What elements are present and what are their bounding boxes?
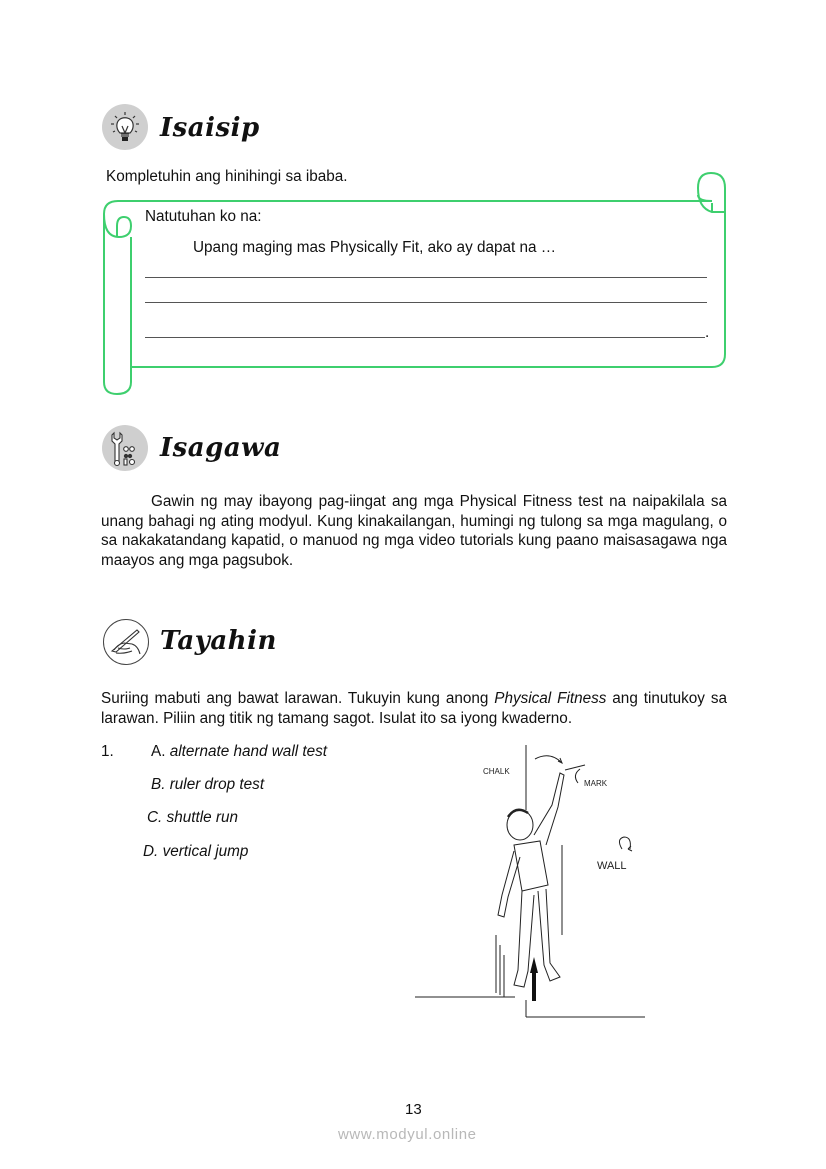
choice-letter: A. (151, 743, 166, 760)
page-number: 13 (405, 1101, 422, 1118)
choice-text: ruler drop test (169, 776, 265, 793)
isagawa-paragraph (101, 492, 727, 570)
label-wall: WALL (597, 860, 627, 872)
vertical-jump-illustration (410, 745, 660, 1035)
choice-letter: C. (147, 809, 163, 826)
scroll-heading: Natutuhan ko na: (145, 208, 262, 225)
choice-b[interactable] (151, 775, 264, 795)
label-mark: MARK (584, 779, 608, 788)
section-title-tayahin: Tayahin (160, 626, 277, 656)
answer-line-2[interactable] (145, 302, 707, 303)
section-title-isaisip: Isaisip (160, 113, 260, 143)
answer-end-mark: . (705, 324, 710, 341)
watermark: www.modyul.online (338, 1126, 477, 1143)
choice-text: vertical jump (162, 843, 249, 860)
answer-line-1[interactable] (145, 277, 707, 278)
choice-text: shuttle run (166, 809, 238, 826)
choice-d[interactable] (143, 842, 248, 862)
scroll-frame (0, 0, 826, 420)
choice-a[interactable] (151, 742, 327, 762)
tayahin-instruction (101, 689, 727, 728)
answer-line-3[interactable] (145, 337, 705, 338)
choice-letter: B. (151, 776, 166, 793)
wrench-tools-icon (102, 425, 148, 471)
instruction-text-part2: ang tinutukoy sa larawan. Piliin ang titik ng tamang sagot. Isulat ito sa iyong kwaderno. (101, 690, 727, 727)
section-title-isagawa: Isagawa (160, 433, 282, 463)
label-chalk: CHALK (483, 767, 510, 776)
choice-text: alternate hand wall test (169, 743, 328, 760)
writing-hand-icon (103, 619, 149, 665)
choice-c[interactable] (147, 808, 238, 828)
scroll-prompt: Upang maging mas Physically Fit, ako ay dapat na … (193, 239, 557, 256)
isagawa-paragraph-text: Gawin ng may ibayong pag-iingat ang mga Physical Fitness test na naipakilala sa unang bahagi ng ating modyul. Kung kinakailangan, humingi ng tulong sa mga magulang, o sa nakakatandang kapatid, o manuod ng mga video tutorials kung paano maisasagawa nga maayos ang mga pagsubok. (101, 493, 727, 569)
choice-letter: D. (143, 843, 159, 860)
isaisip-instruction: Kompletuhin ang hinihingi sa ibaba. (106, 168, 348, 185)
question-number: 1. (101, 743, 114, 760)
instruction-italic-term: Physical Fitness (494, 690, 607, 707)
instruction-text-part1: Suriing mabuti ang bawat larawan. Tukuyin kung anong (101, 690, 495, 707)
